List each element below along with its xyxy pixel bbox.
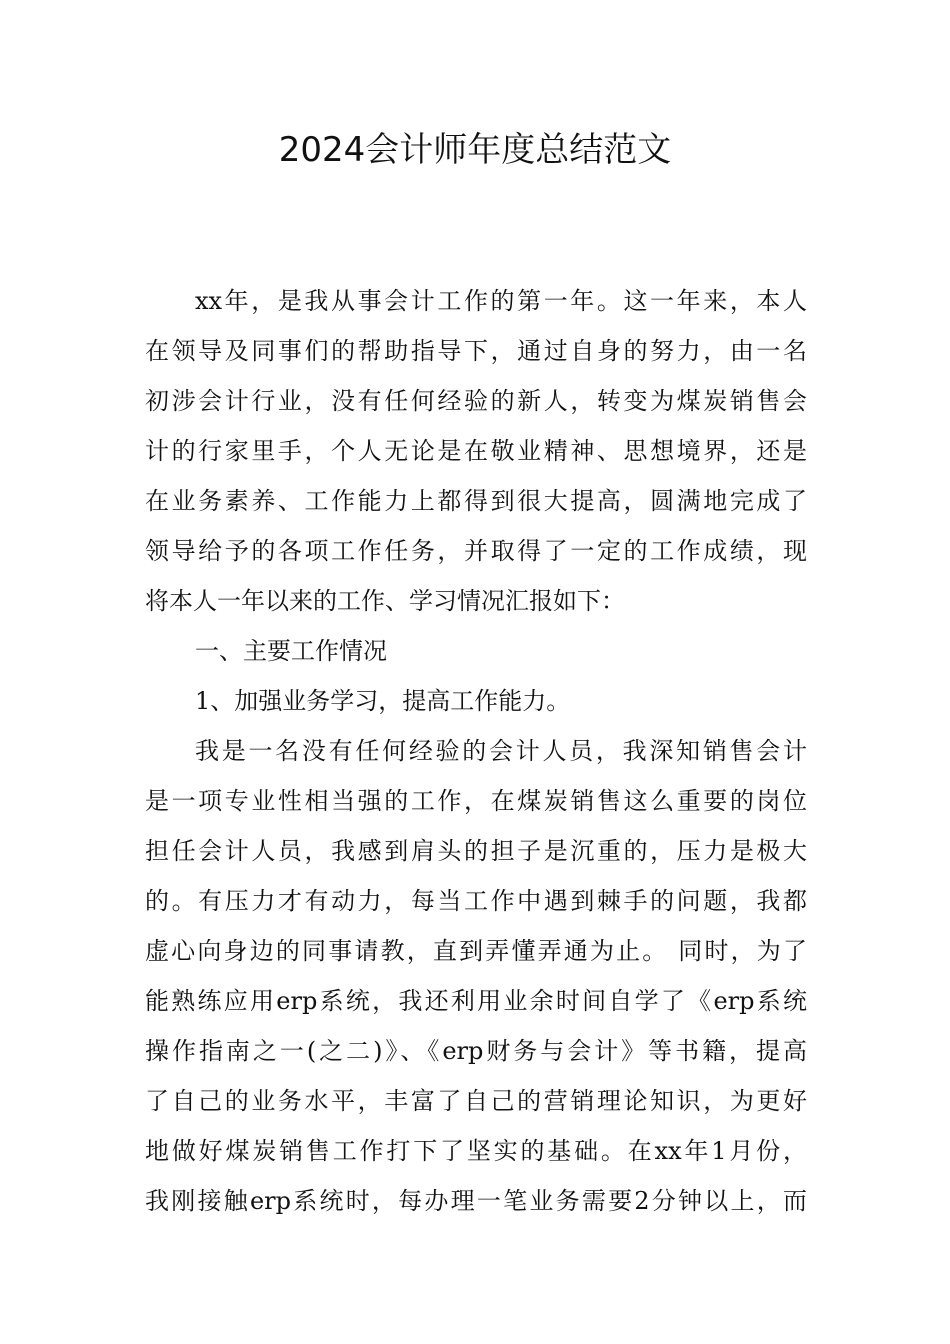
body-line: 的。有压力才有动力，每当工作中遇到棘手的问题，我都 bbox=[145, 887, 807, 915]
body-line: xx年，是我从事会计工作的第一年。这一年来，本人 bbox=[195, 287, 807, 315]
body-line: 将本人一年以来的工作、学习情况汇报如下： bbox=[145, 587, 625, 615]
body-line: 担任会计人员，我感到肩头的担子是沉重的，压力是极大 bbox=[145, 837, 807, 865]
body-line: 1、加强业务学习，提高工作能力。 bbox=[195, 687, 571, 715]
body-line: 了自己的业务水平，丰富了自己的营销理论知识，为更好 bbox=[145, 1087, 807, 1115]
body-line: 一、主要工作情况 bbox=[195, 637, 387, 665]
document-body bbox=[145, 276, 807, 1226]
body-line: 我是一名没有任何经验的会计人员，我深知销售会计 bbox=[195, 737, 807, 765]
body-line: 我刚接触erp系统时，每办理一笔业务需要2分钟以上，而 bbox=[145, 1187, 807, 1215]
body-line: 计的行家里手，个人无论是在敬业精神、思想境界，还是 bbox=[145, 437, 807, 465]
body-line: 初涉会计行业，没有任何经验的新人，转变为煤炭销售会 bbox=[145, 387, 807, 415]
document-title: 2024会计师年度总结范文 bbox=[278, 130, 672, 170]
body-line: 在业务素养、工作能力上都得到很大提高，圆满地完成了 bbox=[145, 487, 807, 515]
body-line: 是一项专业性相当强的工作，在煤炭销售这么重要的岗位 bbox=[145, 787, 807, 815]
body-line: 操作指南之一(之二)》、《erp财务与会计》等书籍，提高 bbox=[145, 1037, 807, 1065]
body-line: 在领导及同事们的帮助指导下，通过自身的努力，由一名 bbox=[145, 337, 807, 365]
body-line: 虚心向身边的同事请教，直到弄懂弄通为止。 同时，为了 bbox=[145, 937, 807, 965]
body-line: 能熟练应用erp系统，我还利用业余时间自学了《erp系统 bbox=[145, 987, 807, 1015]
body-line: 地做好煤炭销售工作打下了坚实的基础。在xx年1月份， bbox=[145, 1137, 807, 1165]
body-line: 领导给予的各项工作任务，并取得了一定的工作成绩，现 bbox=[145, 537, 807, 565]
